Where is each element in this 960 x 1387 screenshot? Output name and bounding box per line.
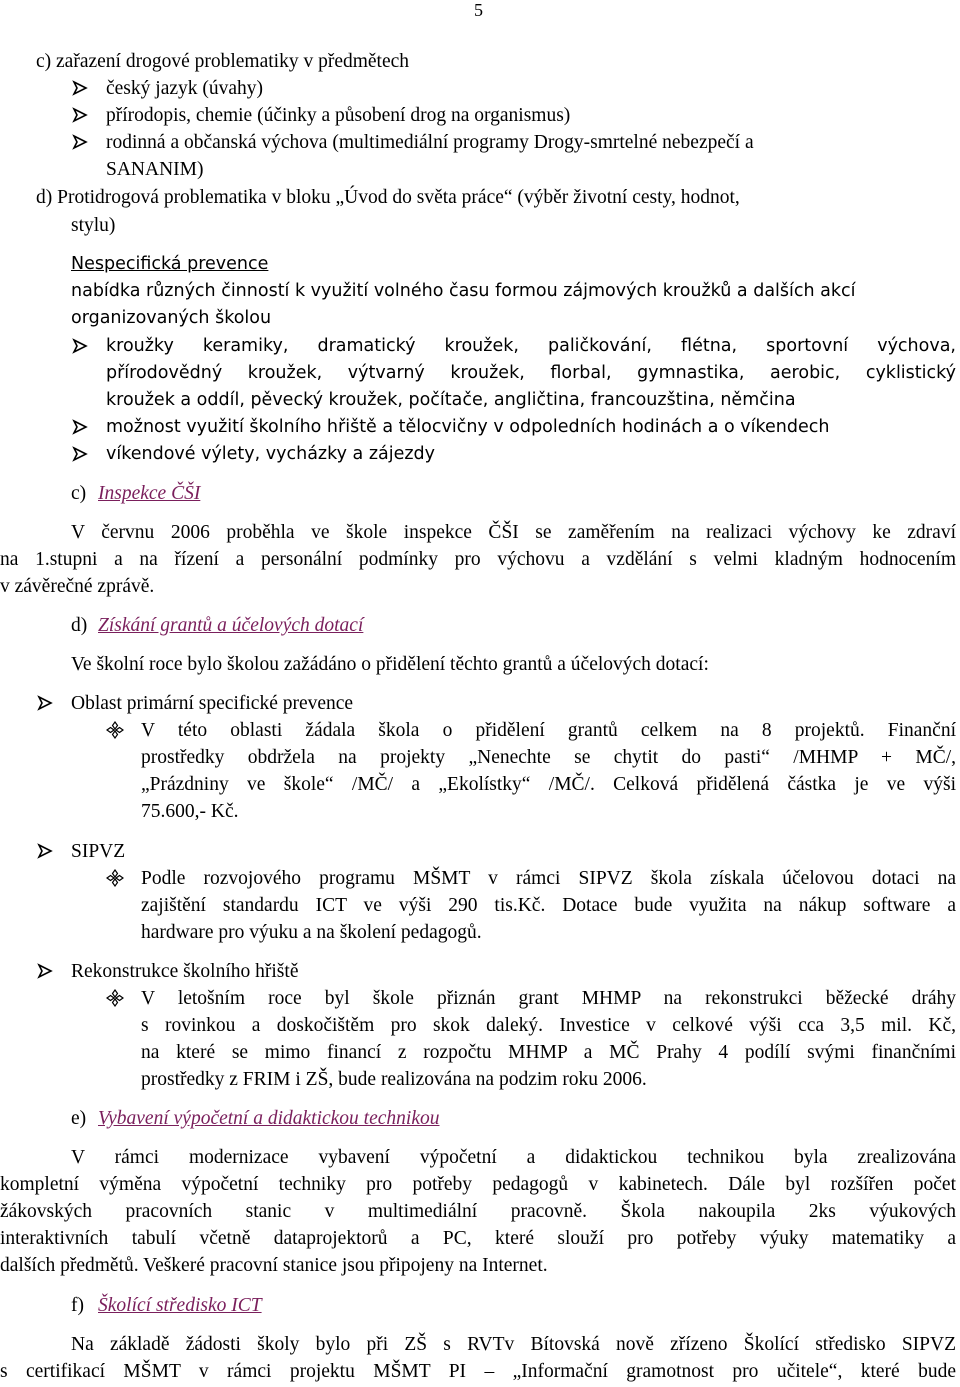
- equipment-text-line: dalších předmětů. Veškeré pracovní stanice jsou připojeny na Internet.: [0, 1255, 548, 1276]
- drug-item: přírodopis, chemie (účinky a působení drog na organismus): [106, 105, 571, 126]
- inspection-label: c): [71, 483, 87, 504]
- equipment-text-line: V rámci modernizace vybavení výpočetní a didaktickou technikou byla zrealizována: [71, 1147, 956, 1168]
- drug-item-continuation: SANANIM): [106, 159, 204, 180]
- activity-item: možnost využití školního hřiště a tělocvičny v odpoledních hodinách a o víkendech: [106, 417, 830, 437]
- four-diamond-bullet-icon: [106, 989, 124, 1007]
- activity-item: víkendové výlety, vycházky a zájezdy: [106, 444, 436, 464]
- drug-topics-heading: c) zařazení drogové problematiky v předmětech: [36, 51, 410, 72]
- inspection-text-line: v závěrečné zprávě.: [0, 576, 155, 597]
- protidrog-line: d) Protidrogová problematika v bloku „Úvod do světa práce“ (výběr životní cesty, hodnot,: [36, 187, 740, 208]
- equipment-text-line: žákovských pracovních stanic v multimediální pracovně. Škola nakoupila 2ks výukových: [0, 1201, 956, 1222]
- equipment-text-line: interaktivních tabulí včetně dataprojektorů a PC, které slouží pro potřeby výuky matematiky a: [0, 1228, 956, 1249]
- arrowhead-bullet-icon: [72, 134, 88, 150]
- grant-text-line: prostředky obdržela na projekty „Nenechte se chytit do pasti“ /MHMP + MČ/,: [141, 747, 956, 768]
- protidrog-line: stylu): [71, 215, 116, 236]
- grant-text-line: Podle rozvojového programu MŠMT v rámci SIPVZ škola získala účelovou dotaci na: [141, 868, 956, 889]
- grant-text-line: na které se mimo financí z rozpočtu MHMP a MČ Prahy 4 podílí svými finančními: [141, 1042, 956, 1063]
- training-center-text-line: Na základě žádosti školy bylo při ZŠ s RVTv Bítovská nově zřízeno Školící středisko SIPVZ: [71, 1334, 956, 1355]
- grant-text-line: V letošním roce byl škole přiznán grant MHMP na rekonstrukci běžecké dráhy: [141, 988, 956, 1009]
- grant-text-line: 75.600,- Kč.: [141, 801, 239, 822]
- grant-text-line: V této oblasti žádala škola o přidělení grantů celkem na 8 projektů. Finanční: [141, 720, 956, 741]
- grants-label: d): [71, 615, 88, 636]
- four-diamond-bullet-icon: [106, 869, 124, 887]
- drug-item: rodinná a občanská výchova (multimediální programy Drogy-smrtelné nebezpečí a: [106, 132, 754, 153]
- grants-heading: Získání grantů a účelových dotací: [98, 615, 364, 636]
- inspection-text-line: V červnu 2006 proběhla ve škole inspekce ČŠI se zaměřením na realizaci výchovy ke zdraví: [71, 522, 956, 543]
- equipment-text-line: kompletní výměna výpočetní techniky pro potřeby pedagogů v kabinetech. Dále byl rozšířen počet: [0, 1174, 956, 1195]
- drug-item: český jazyk (úvahy): [106, 78, 264, 99]
- grant-text-line: hardware pro výuku a na školení pedagogů.: [141, 922, 482, 943]
- arrowhead-bullet-icon: [72, 338, 88, 354]
- arrowhead-bullet-icon: [72, 419, 88, 435]
- inspection-heading: Inspekce ČŠI: [98, 483, 201, 504]
- equipment-label: e): [71, 1108, 87, 1129]
- inspection-text-line: na 1.stupni a na řízení a personální podmínky pro výchovu a vzdělání s velmi kladným hodnocením: [0, 549, 956, 570]
- nonspecific-line: nabídka různých činností k využití volného času formou zájmových kroužků a dalších akcí: [71, 281, 856, 301]
- page-number: 5: [474, 0, 483, 20]
- equipment-heading: Vybavení výpočetní a didaktickou technikou: [98, 1108, 440, 1129]
- activity-list-line: kroužek a oddíl, pěvecký kroužek, počítače, angličtina, francouzština, němčina: [106, 390, 796, 410]
- grant-section-title: Rekonstrukce školního hřiště: [71, 961, 299, 982]
- arrowhead-bullet-icon: [72, 446, 88, 462]
- grant-text-line: s rovinkou a doskočištěm pro skok daleký. Investice v celkové výši cca 3,5 mil. Kč,: [141, 1015, 956, 1036]
- arrowhead-bullet-icon: [37, 843, 53, 859]
- arrowhead-bullet-icon: [37, 695, 53, 711]
- training-center-label: f): [71, 1295, 84, 1316]
- training-center-text-line: s certifikací MŠMT v rámci projektu MŠMT PI – „Informační gramotnost pro učitele“, které bude: [0, 1361, 956, 1382]
- grant-section-title: SIPVZ: [71, 841, 126, 862]
- grant-text-line: „Prázdniny ve škole“ /MČ/ a „Ekolístky“ /MČ/. Celková přidělená částka je ve výši: [141, 774, 956, 795]
- grant-section-title: Oblast primární specifické prevence: [71, 693, 354, 714]
- training-center-heading: Školící středisko ICT: [98, 1295, 262, 1316]
- grants-intro: Ve školní roce bylo školou zažádáno o přidělení těchto grantů a účelových dotací:: [71, 654, 709, 675]
- arrowhead-bullet-icon: [37, 963, 53, 979]
- grant-text-line: prostředky z FRIM i ZŠ, bude realizována na podzim roku 2006.: [141, 1069, 647, 1090]
- arrowhead-bullet-icon: [72, 107, 88, 123]
- activity-list-line: kroužky keramiky, dramatický kroužek, paličkování, flétna, sportovní výchova,: [106, 336, 956, 356]
- grant-text-line: zajištění standardu ICT ve výši 290 tis.Kč. Dotace bude využita na nákup software a: [141, 895, 956, 916]
- activity-list-line: přírodovědný kroužek, výtvarný kroužek, florbal, gymnastika, aerobic, cyklistický: [106, 363, 956, 383]
- nonspecific-line: organizovaných školou: [71, 308, 272, 328]
- four-diamond-bullet-icon: [106, 721, 124, 739]
- arrowhead-bullet-icon: [72, 80, 88, 96]
- nonspecific-prevention-heading: Nespecifická prevence: [71, 254, 269, 274]
